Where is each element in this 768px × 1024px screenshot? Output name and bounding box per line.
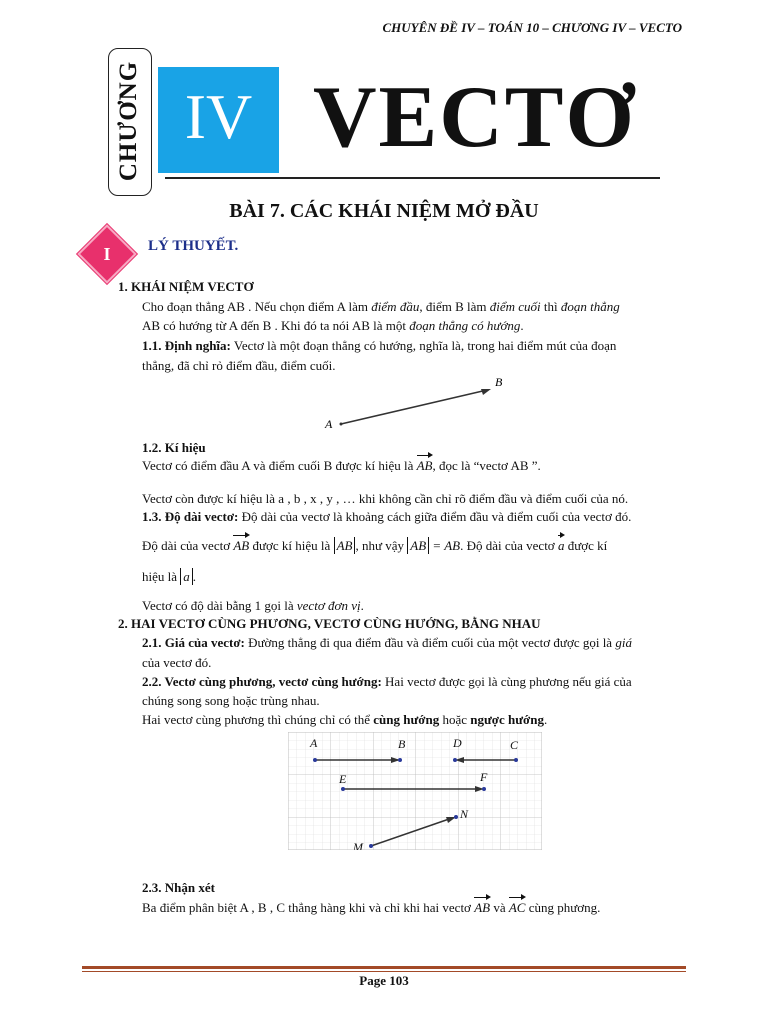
grid-label-f: F — [480, 770, 488, 784]
grid-label-b: B — [398, 737, 406, 751]
fig-label-b: B — [495, 375, 503, 389]
notation-heading: 1.2. Kí hiệu — [142, 440, 206, 455]
grid-label-c: C — [510, 738, 519, 752]
chapter-number: IV — [158, 67, 279, 173]
title-rule — [165, 177, 660, 179]
vector-ab-line — [341, 390, 487, 424]
grid-label-e: E — [339, 772, 347, 786]
heading-1: 1. KHÁI NIỆM VECTƠ — [118, 279, 254, 294]
grid-label-m: M — [353, 840, 363, 850]
grid-label-n: N — [460, 807, 469, 821]
vector-ab-arrowhead — [481, 389, 491, 395]
running-header: CHUYÊN ĐỀ IV – TOÁN 10 – CHƯƠNG IV – VECTO — [382, 20, 682, 35]
lesson-title: BÀI 7. CÁC KHÁI NIỆM MỞ ĐẦU — [229, 200, 539, 222]
length-line-2: Độ dài của vectơ AB được kí hiệu là AB , như vậy AB = AB. Độ dài của vectơ a được kí — [142, 538, 608, 553]
chapter-label: CHƯƠNG — [115, 60, 142, 182]
definition-line-2: thẳng, đã chỉ rỏ điểm đầu, điểm cuối. — [142, 358, 336, 373]
section-number: I — [103, 244, 111, 264]
gia-line-2: của vectơ đó. — [142, 655, 212, 670]
section-title: LÝ THUYẾT. — [148, 238, 239, 254]
notation-line-1: Vectơ có điểm đầu A và điểm cuối B được kí hiệu là AB, đọc là “vectơ AB ”. — [142, 458, 541, 473]
paragraph-1a: Cho đoạn thẳng AB . Nếu chọn điểm A làm điểm đầu, điểm B làm điểm cuối thì đoạn thẳng — [142, 299, 620, 314]
definition-line-1: 1.1. Định nghĩa: Vectơ là một đoạn thẳng có hướng, nghĩa là, trong hai điểm mút của đoạn — [142, 338, 617, 353]
paragraph-1b: AB có hướng từ A đến B . Khi đó ta nói AB là một đoạn thẳng có hướng. — [142, 318, 524, 333]
length-line-3: hiệu là a . — [142, 569, 197, 584]
grid-background — [288, 732, 542, 850]
page-number: Page 103 — [359, 973, 409, 988]
vector-grid-figure — [288, 732, 542, 850]
same-direction-line-3: Hai vectơ cùng phương thì chúng chỉ có thể cùng hướng hoặc ngược hướng. — [142, 712, 548, 727]
heading-2: 2. HAI VECTƠ CÙNG PHƯƠNG, VECTƠ CÙNG HƯỚNG, BẰNG NHAU — [118, 616, 541, 631]
same-direction-line-1: 2.2. Vectơ cùng phương, vectơ cùng hướng: Hai vectơ được gọi là cùng phương nếu giá của — [142, 674, 632, 689]
footer-rule-thin — [82, 971, 686, 972]
length-line-1: 1.3. Độ dài vectơ: Độ dài của vectơ là khoảng cách giữa điểm đầu và điểm cuối của vectơ đó. — [142, 509, 632, 524]
grid-label-d: D — [453, 736, 462, 750]
same-direction-line-2: chúng song song hoặc trùng nhau. — [142, 693, 320, 708]
fig-label-a: A — [325, 417, 333, 431]
grid-label-a: A — [310, 736, 318, 750]
remark-heading: 2.3. Nhận xét — [142, 880, 215, 895]
notation-line-2: Vectơ còn được kí hiệu là a , b , x , y , … khi không cần chỉ rõ điểm đầu và điểm cuối của nó. — [142, 491, 629, 506]
remark-line: Ba điểm phân biệt A , B , C thẳng hàng khi và chỉ khi hai vectơ AB và AC cùng phương. — [142, 900, 601, 915]
footer-rule — [82, 966, 686, 969]
gia-line-1: 2.1. Giá của vectơ: Đường thẳng đi qua điểm đầu và điểm cuối của một vectơ được gọi là giá — [142, 635, 632, 650]
vector-ab-figure — [315, 372, 515, 432]
chapter-title: VECTƠ — [313, 69, 636, 166]
unit-vector-line: Vectơ có độ dài bằng 1 gọi là vectơ đơn vị. — [142, 598, 364, 613]
